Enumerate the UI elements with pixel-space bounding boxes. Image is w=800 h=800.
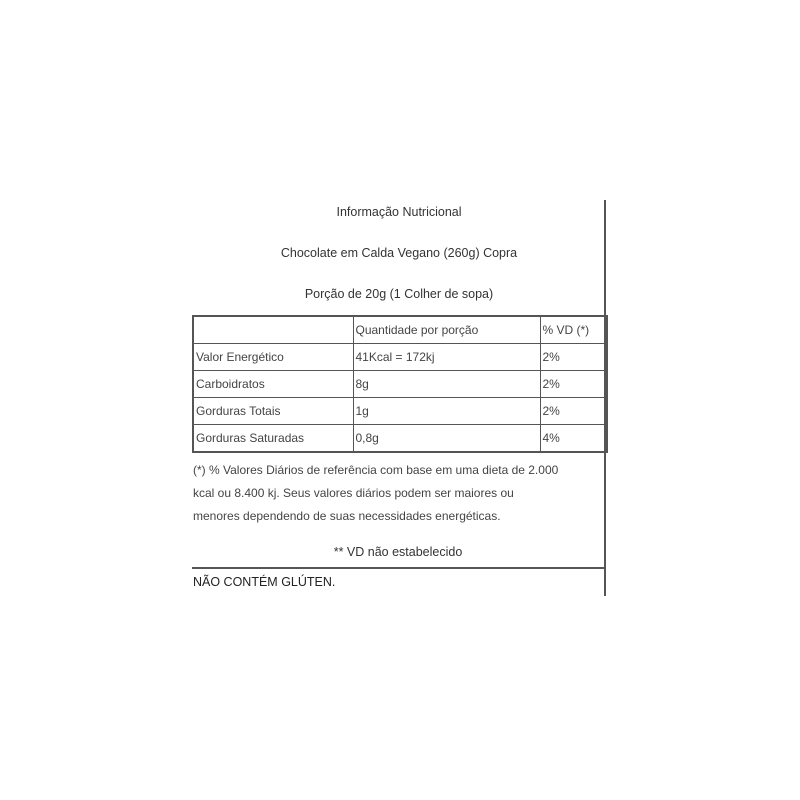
table-row: [193, 344, 607, 371]
nutrient-vd: 4%: [540, 425, 607, 453]
nutrient-quantity: 0,8g: [353, 425, 540, 453]
nutrient-name: Gorduras Saturadas: [193, 425, 353, 453]
table-row: [193, 398, 607, 425]
footnote-line: menores dependendo de suas necessidades energéticas.: [193, 509, 501, 523]
nutrient-quantity: 8g: [353, 371, 540, 398]
nutrition-title: Informação Nutricional: [336, 205, 462, 219]
column-header-quantity: Quantidade por porção: [353, 316, 540, 344]
nutrient-quantity: 1g: [353, 398, 540, 425]
nutrient-vd: 2%: [540, 371, 607, 398]
nutrient-vd: 2%: [540, 344, 607, 371]
footnote-line: (*) % Valores Diários de referência com base em uma dieta de 2.000: [193, 463, 559, 477]
nutrition-facts-panel: [192, 200, 606, 596]
gluten-notice: NÃO CONTÉM GLÚTEN.: [193, 575, 336, 589]
footnote-line: kcal ou 8.400 kj. Seus valores diários podem ser maiores ou: [193, 486, 514, 500]
nutrient-name: Carboidratos: [193, 371, 353, 398]
table-row: [193, 371, 607, 398]
vd-not-established-note: ** VD não estabelecido: [333, 545, 463, 559]
table-row: [193, 425, 607, 453]
nutrient-quantity: 41Kcal = 172kj: [353, 344, 540, 371]
nutrition-table: [192, 315, 608, 453]
nutrient-name: Gorduras Totais: [193, 398, 353, 425]
portion-size: Porção de 20g (1 Colher de sopa): [304, 287, 494, 301]
column-header-vd: % VD (*): [540, 316, 607, 344]
divider: [192, 567, 606, 569]
daily-values-footnote: [193, 459, 601, 528]
nutrient-name: Valor Energético: [193, 344, 353, 371]
nutrient-vd: 2%: [540, 398, 607, 425]
table-header-row: [193, 316, 607, 344]
product-name: Chocolate em Calda Vegano (260g) Copra: [280, 246, 518, 260]
column-header-nutrient: [193, 316, 353, 344]
